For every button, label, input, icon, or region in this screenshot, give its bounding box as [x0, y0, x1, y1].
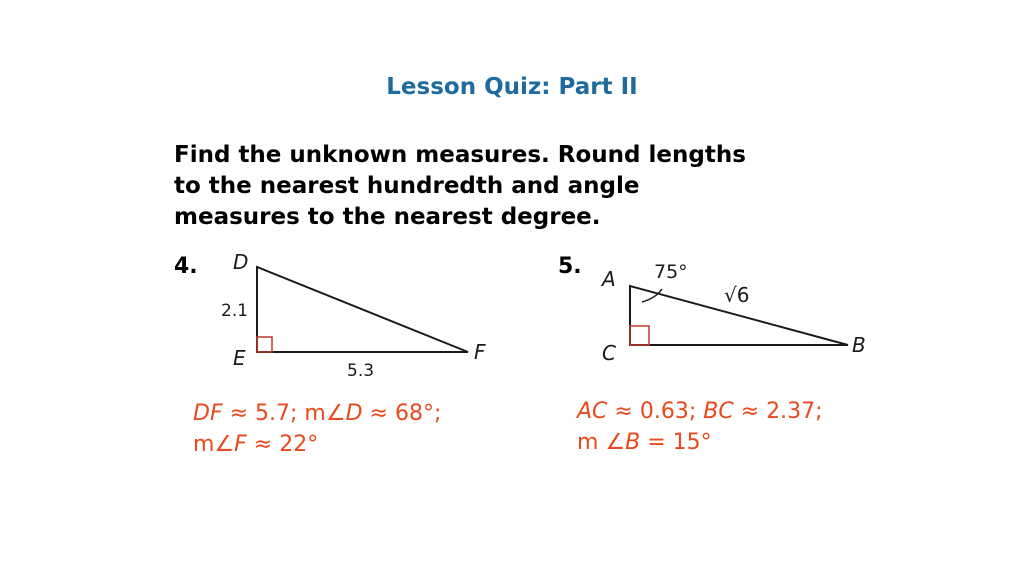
angle-label-a: 75° [654, 261, 688, 283]
right-angle-mark-c [630, 326, 649, 345]
triangle-def [257, 267, 468, 352]
right-angle-mark-e [257, 337, 272, 352]
vertex-label-d: D [233, 250, 249, 274]
side-label-ef: 5.3 [347, 361, 375, 381]
triangle-def-figure [215, 245, 515, 385]
side-label-de: 2.1 [221, 301, 249, 321]
instructions-line-3: measures to the nearest degree. [174, 204, 601, 230]
problem-5-answer-line-2: m ∠B = 15° [577, 430, 712, 455]
problem-4-answer-line-2: m∠F ≈ 22° [193, 432, 319, 457]
vertex-label-b: B [852, 333, 866, 357]
vertex-label-f: F [474, 340, 486, 364]
vertex-label-e: E [233, 346, 246, 370]
instructions-line-1: Find the unknown measures. Round lengths [174, 142, 746, 168]
problem-4-answer-line-1: DF ≈ 5.7; m∠D ≈ 68°; [193, 401, 442, 426]
problem-5-answer [577, 396, 823, 458]
side-label-ab: √6 [724, 283, 750, 307]
triangle-abc-figure [590, 250, 910, 380]
problem-4-number: 4. [174, 254, 198, 279]
vertex-label-a: A [602, 267, 616, 291]
problem-5-answer-line-1: AC ≈ 0.63; BC ≈ 2.37; [577, 399, 823, 424]
vertex-label-c: C [602, 341, 616, 365]
page-title: Lesson Quiz: Part II [386, 74, 638, 100]
instructions [174, 140, 854, 233]
problem-5-number: 5. [558, 254, 582, 279]
problem-4-answer [193, 398, 441, 460]
instructions-line-2: to the nearest hundredth and angle [174, 173, 640, 199]
